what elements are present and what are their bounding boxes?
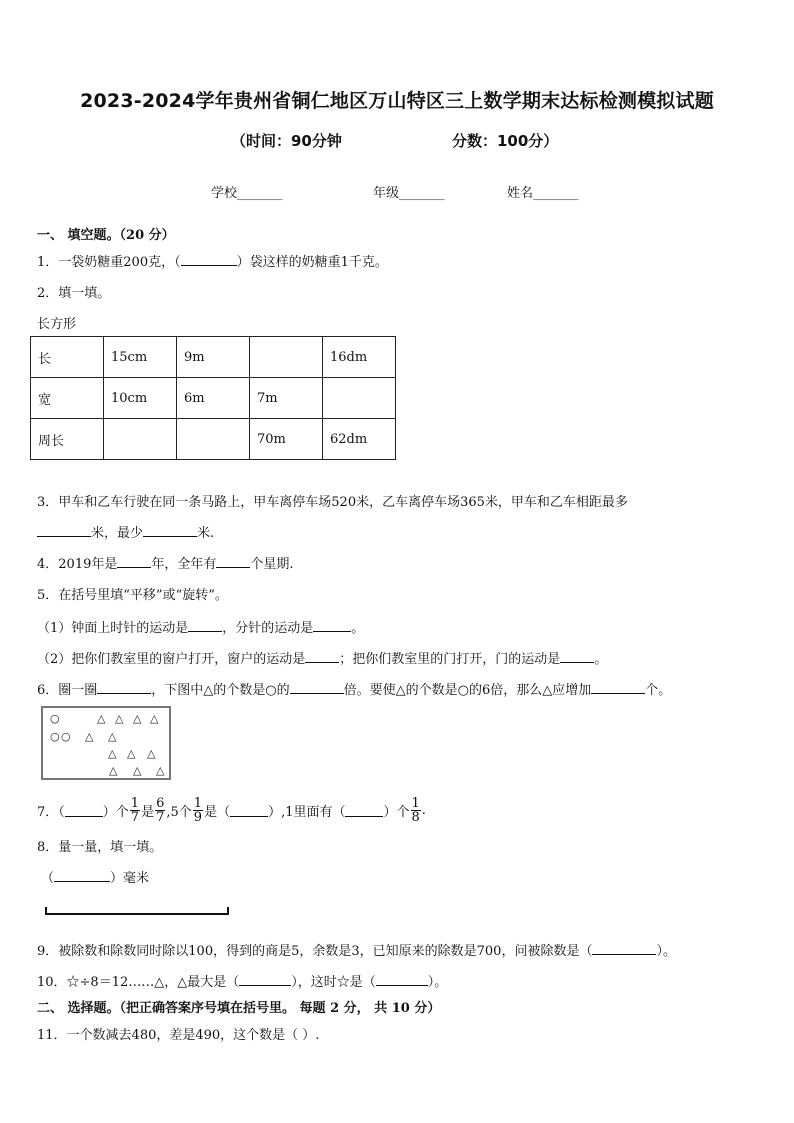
question-4: 4．2019年是 年，全年有 个星期. [37,557,294,572]
table-row [31,337,396,378]
measure-line-segment [45,907,229,915]
question-3: 3．甲车和乙车行驶在同一条马路上，甲车离停车场520米，乙车离停车场365米，甲车和乙车相距最多 [37,495,628,510]
name-field: 姓名_______ [507,186,579,201]
table-cell: 62dm [323,419,396,460]
table-cell: 周长 [31,419,104,460]
triangle-icon: △ [115,712,124,725]
table-cell: 70m [250,419,323,460]
table-cell: 9m [177,337,250,378]
triangle-icon: △ [133,712,142,725]
triangle-icon: △ [133,764,142,777]
triangle-icon: △ [147,747,156,760]
table-cell: 7m [250,378,323,419]
fraction: $\frac{1}{7}$ [130,795,140,825]
question-11: 11．一个数减去480，差是490，这个数是（ ）. [37,1028,320,1043]
question-8: 8．量一量，填一填。 [37,840,163,855]
table-row [31,378,396,419]
triangle-icon: △ [127,747,136,760]
table-cell: 15cm [104,337,177,378]
section-choice-title: 二、 选择题。（把正确答案序号填在括号里。 每题 2 分， 共 10 分） [37,1001,441,1016]
question-7: 7．（ ）个 $\frac{1}{7}$ 是 $\frac{6}{7}$ ,5个 $\frac{1}{9}$ 是（ ）,1里面有（ ）个 $\frac{1}{8}$ . [37,795,426,825]
exam-score: 分数：100分） [452,132,559,150]
table-cell [250,337,323,378]
table-cell [177,419,250,460]
table-cell: 10cm [104,378,177,419]
question-6: 6．圈一圈 ，下图中△的个数是○的 倍。要使△的个数是○的6倍，那么△应增加 个。 [37,683,672,698]
question-5-1: （1）钟面上时针的运动是 ，分针的运动是 。 [37,621,365,636]
question-5: 5．在括号里填“平移”或“旋转”。 [37,588,228,603]
circle-icon: ○ [50,730,60,743]
fraction: $\frac{6}{7}$ [156,795,165,825]
rectangle-table [30,336,396,460]
triangle-icon: △ [85,730,94,743]
question-5-2: （2）把你们教室里的窗户打开，窗户的运动是 ；把你们教室里的门打开，门的运动是 。 [37,652,608,667]
exam-time: （时间：90分钟 [231,132,342,150]
table-cell [104,419,177,460]
section-fill-title: 一、 填空题。（20 分） [37,228,175,243]
question-3-cont: 米，最少 米. [37,522,214,541]
table-caption: 长方形 [37,317,77,332]
table-cell: 16dm [323,337,396,378]
grade-field: 年级_______ [373,186,445,201]
table-row [31,419,396,460]
page-title: 2023-2024学年贵州省铜仁地区万山特区三上数学期末达标检测模拟试题 [80,90,714,112]
triangle-icon: △ [108,730,117,743]
shapes-figure [41,706,171,780]
circle-icon: ○ [61,730,71,743]
table-cell: 宽 [31,378,104,419]
table-cell: 6m [177,378,250,419]
triangle-icon: △ [156,764,165,777]
triangle-icon: △ [150,712,159,725]
circle-icon: ○ [50,712,60,725]
table-cell [323,378,396,419]
triangle-icon: △ [97,712,106,725]
triangle-icon: △ [109,764,118,777]
school-field: 学校_______ [211,186,283,201]
question-10: 10．☆÷8＝12……△，△最大是（ ），这时☆是（ ）。 [37,975,448,990]
fraction: $\frac{1}{8}$ [411,795,420,825]
question-2: 2．填一填。 [37,286,111,301]
question-1: 1．一袋奶糖重200克，（ ）袋这样的奶糖重1千克。 [37,255,388,270]
fraction: $\frac{1}{9}$ [193,795,203,825]
question-8-answer: （ ）毫米 [41,871,150,886]
triangle-icon: △ [108,747,117,760]
question-9: 9．被除数和除数同时除以100，得到的商是5，余数是3，已知原来的除数是700，问被除数是（ ）。 [37,944,676,959]
table-cell: 长 [31,337,104,378]
